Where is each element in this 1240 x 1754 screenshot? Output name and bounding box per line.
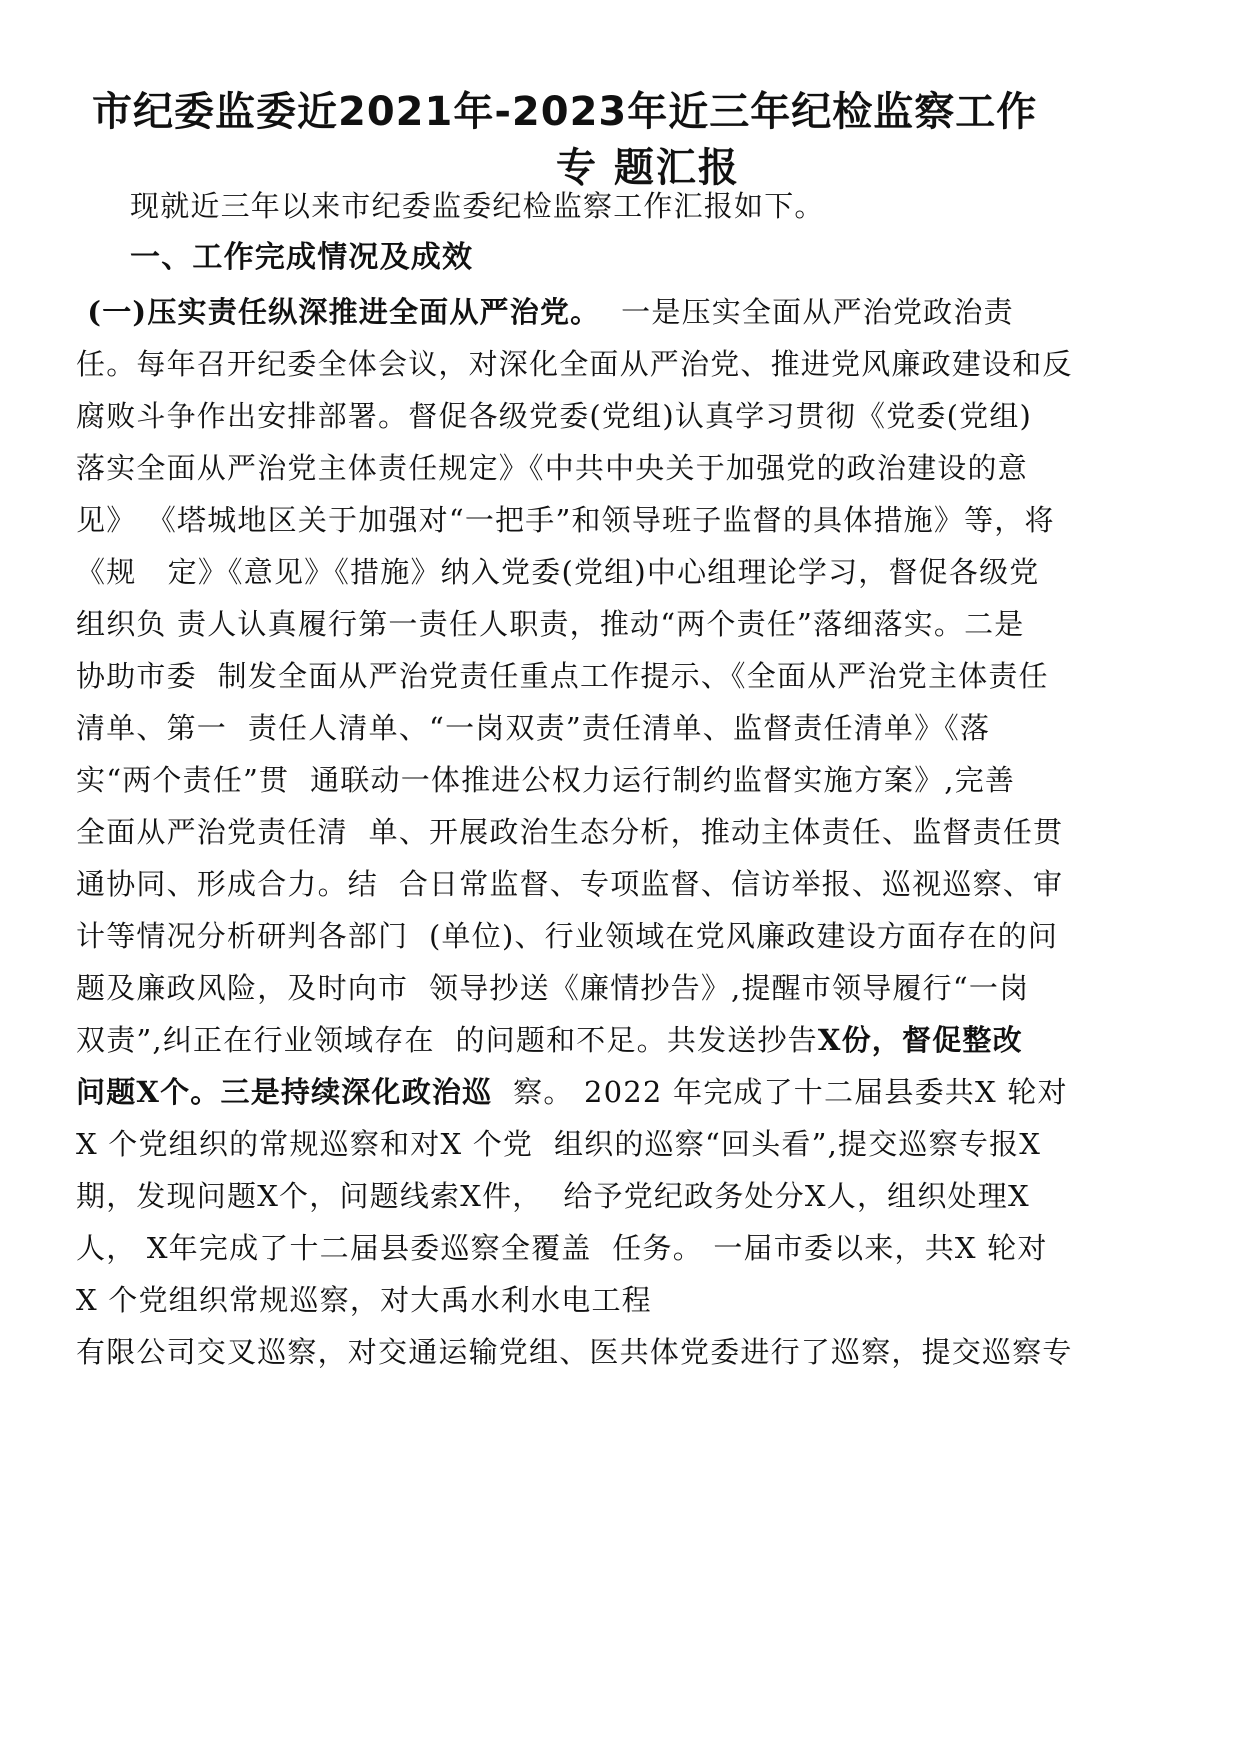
paragraph-line: 通协同、形成合力。结 合日常监督、专项监督、信访举报、巡视巡察、审 — [76, 867, 1064, 901]
paragraph-line: 见》 《塔城地区关于加强对“一把手”和领导班子监督的具体措施》等，将 — [76, 503, 1055, 537]
paragraph-line: 腐败斗争作出安排部署。督促各级党委(党组)认真学习贯彻《党委(党组) — [76, 399, 1033, 433]
paragraph-line: 实“两个责任”贯 通联动一体推进公权力运行制约监督实施方案》,完善 — [76, 763, 1016, 797]
inline-bold-text: (一)压实责任纵深推进全面从严治党。 — [76, 295, 601, 329]
document-title-line-2: 专 题汇报 — [556, 145, 740, 191]
paragraph-line — [76, 292, 1014, 332]
paragraph-line: 协助市委 制发全面从严治党责任重点工作提示、《全面从严治党主体责任 — [76, 659, 1049, 693]
paragraph-line: 全面从严治党责任清 单、开展政治生态分析，推动主体责任、监督责任贯 — [76, 815, 1064, 849]
inline-bold-text: X份，督促整改 — [817, 1023, 1023, 1057]
paragraph-line: 清单、第一 责任人清单、“一岗双责”责任清单、监督责任清单》《落 — [76, 711, 991, 745]
paragraph-line: X 个党组织的常规巡察和对X 个党 组织的巡察“回头看”,提交巡察专报X — [76, 1127, 1042, 1161]
section-heading-1: 一、工作完成情况及成效 — [130, 240, 474, 275]
inline-text: 一是压实全面从严治党政治责 — [600, 295, 1014, 329]
inline-text: 双责”,纠正在行业领域存在 的问题和不足。共发送抄告 — [76, 1023, 818, 1057]
paragraph-line: 组织负 责人认真履行第一责任人职责，推动“两个责任”落细落实。二是 — [76, 607, 1025, 641]
paragraph-line: 计等情况分析研判各部门 (单位)、行业领域在党风廉政建设方面存在的问 — [76, 919, 1059, 953]
document-title-line-1: 市纪委监委近2021年-2023年近三年纪检监察工作 — [92, 89, 1038, 135]
paragraph-line: 人， X年完成了十二届县委巡察全覆盖 任务。 一届市委以来，共X 轮对 — [76, 1231, 1048, 1265]
intro-paragraph: 现就近三年以来市纪委监委纪检监察工作汇报如下。 — [130, 189, 825, 223]
paragraph-line: 题及廉政风险，及时向市 领导抄送《廉情抄告》,提醒市领导履行“一岗 — [76, 971, 1030, 1005]
paragraph-line: 期，发现问题X个，问题线索X件， 给予党纪政务处分X人，组织处理X — [76, 1179, 1030, 1213]
inline-text: 察。 2022 年完成了十二届县委共X 轮对 — [492, 1075, 1068, 1109]
paragraph-line: 落实全面从严治党主体责任规定》《中共中央关于加强党的政治建设的意 — [76, 451, 1028, 485]
paragraph-line: 任。每年召开纪委全体会议，对深化全面从严治党、推进党风廉政建设和反 — [76, 347, 1073, 381]
paragraph-line — [76, 1020, 1023, 1060]
paragraph-line: 《规 定》《意见》《措施》纳入党委(党组)中心组理论学习，督促各级党 — [76, 555, 1040, 589]
inline-bold-text: 问题X个。三是持续深化政治巡 — [76, 1075, 493, 1109]
paragraph-line — [76, 1072, 1068, 1112]
paragraph-line: 有限公司交叉巡察，对交通运输党组、医共体党委进行了巡察，提交巡察专 — [76, 1335, 1073, 1369]
paragraph-line: X 个党组织常规巡察，对大禹水利水电工程 — [76, 1283, 652, 1317]
